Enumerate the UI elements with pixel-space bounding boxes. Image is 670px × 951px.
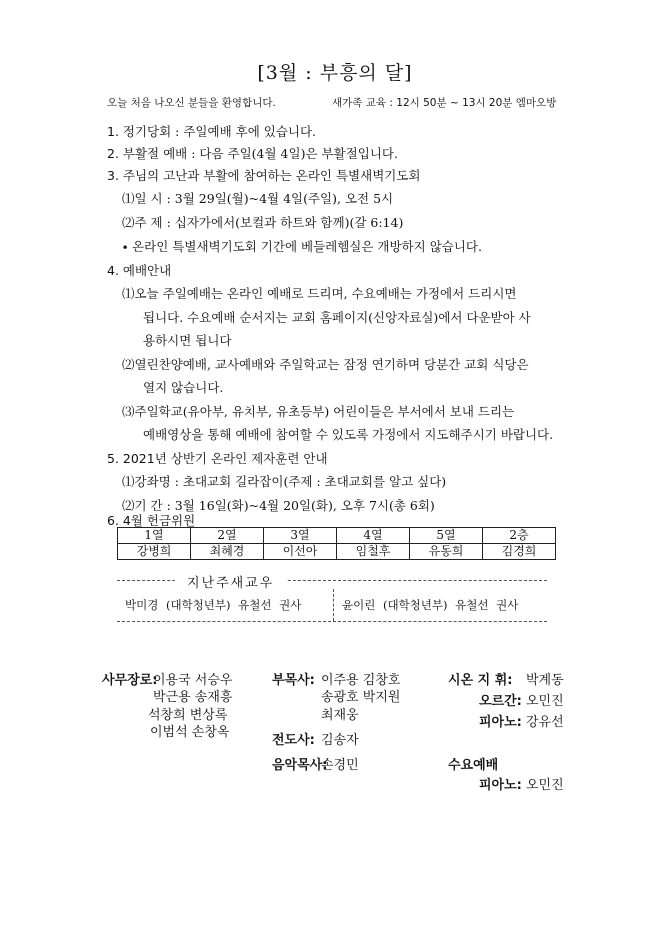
section-4-item-1-line-3: 용하시면 됩니다 bbox=[143, 333, 232, 348]
section-2-heading: 2. 부활절 예배 bbox=[107, 146, 188, 161]
conductor-label: 시온 지 휘: bbox=[448, 673, 513, 688]
new-members-box bbox=[117, 576, 547, 622]
section-5-item-2: ⑵기 간 : 3월 16일(화)~4월 20일(화), 오후 7시(총 6회) bbox=[122, 498, 435, 513]
associate-pastor-line-1: 이주용 김창호 bbox=[321, 673, 401, 688]
section-1 bbox=[107, 121, 316, 140]
section-4-item-2-line-2: 열지 않습니다. bbox=[143, 380, 224, 395]
evangelist-name: 김송자 bbox=[321, 733, 359, 748]
box-divider bbox=[333, 589, 334, 621]
section-4-item-3-line-1: ⑶주일학교(유아부, 유치부, 유초등부) 어린이들은 부서에서 보내 드리는 bbox=[122, 404, 515, 419]
organ-label: 오르간: bbox=[479, 694, 522, 709]
office-elders-line-4: 이범석 손창옥 bbox=[150, 725, 230, 740]
section-2 bbox=[107, 143, 398, 162]
table-header: 2열 bbox=[191, 528, 264, 544]
office-elders-line-1: 이용국 서승우 bbox=[153, 673, 233, 688]
wednesday-piano-name: 오민진 bbox=[526, 778, 564, 793]
table-header: 5열 bbox=[410, 528, 483, 544]
section-5-item-1: ⑴강좌명 : 초대교회 길라잡이(주제 : 초대교회를 알고 싶다) bbox=[122, 474, 447, 489]
section-4-item-3-line-2: 예배영상을 통해 예배에 참여할 수 있도록 가정에서 지도해주시기 바랍니다. bbox=[143, 427, 554, 442]
section-3-item-1: ⑴일 시 : 3월 29일(월)~4월 4일(주일), 오전 5시 bbox=[122, 191, 394, 206]
associate-pastor-label: 부목사: bbox=[272, 673, 315, 688]
wednesday-piano-label: 피아노: bbox=[479, 778, 522, 793]
associate-pastor-line-2: 송광호 박지원 bbox=[321, 690, 401, 705]
welcome-text: 오늘 처음 나오신 분들을 환영합니다. bbox=[107, 97, 276, 109]
table-row bbox=[118, 544, 556, 560]
section-4-item-1-line-2: 됩니다. 수요예배 순서지는 교회 홈페이지(신앙자료실)에서 다운받아 사 bbox=[143, 310, 531, 325]
section-4-item-2-line-1: ⑵열린찬양예배, 교사예배와 주일학교는 잠정 연기하며 당분간 교회 식당은 bbox=[122, 357, 529, 372]
section-1-heading: 1. 정기당회 bbox=[107, 124, 172, 139]
office-elders-line-3: 석창희 변상록 bbox=[148, 708, 228, 723]
section-3-heading: 3. 주님의 고난과 부활에 참여하는 온라인 특별새벽기도회 bbox=[107, 168, 421, 183]
associate-pastor-line-3: 최재웅 bbox=[321, 708, 359, 723]
organ-name: 오민진 bbox=[526, 694, 564, 709]
section-6-heading: 6. 4월 헌금위원 bbox=[107, 513, 196, 528]
section-4-item-1-line-1: ⑴오늘 주일예배는 온라인 예배로 드리며, 수요예배는 가정에서 드리시면 bbox=[122, 286, 517, 301]
table-cell: 임철후 bbox=[337, 544, 410, 560]
table-cell: 이선아 bbox=[264, 544, 337, 560]
section-2-body: : 다음 주일(4월 4일)은 부활절입니다. bbox=[187, 146, 398, 161]
table-header: 4열 bbox=[337, 528, 410, 544]
table-cell: 강병희 bbox=[118, 544, 191, 560]
office-elders-label: 사무장로: bbox=[102, 673, 158, 688]
table-cell: 유동희 bbox=[410, 544, 483, 560]
new-members-label: 지난주새교우 bbox=[175, 572, 286, 591]
section-1-body: : 주일예배 후에 있습니다. bbox=[171, 124, 317, 139]
table-cell: 김경희 bbox=[483, 544, 556, 560]
music-pastor-name: 손경민 bbox=[321, 758, 359, 773]
section-3-item-2: ⑵주 제 : 십자가에서(보컬과 하트와 함께)(갈 6:14) bbox=[122, 215, 404, 230]
table-header: 3열 bbox=[264, 528, 337, 544]
section-5-heading: 5. 2021년 상반기 온라인 제자훈련 안내 bbox=[107, 451, 328, 466]
music-pastor-label: 음악목사: bbox=[272, 758, 328, 773]
page-title: [3월 : 부흥의 달] bbox=[257, 62, 413, 84]
section-3-item-3: ∙ 온라인 특별새벽기도회 기간에 베들레헴실은 개방하지 않습니다. bbox=[122, 239, 482, 254]
piano-name: 강유선 bbox=[526, 715, 564, 730]
wednesday-service-label: 수요예배 bbox=[448, 758, 499, 773]
office-elders-line-2: 박근용 송재흥 bbox=[153, 690, 233, 705]
table-cell: 최혜경 bbox=[191, 544, 264, 560]
family-education-text: 새가족 교육 : 12시 50분 ~ 13시 20분 엠마오방 bbox=[332, 97, 557, 109]
offering-committee-table bbox=[117, 527, 556, 560]
new-members-right: 윤이린 (대학청년부) 유철선 권사 bbox=[342, 598, 519, 612]
section-4-heading: 4. 예배안내 bbox=[107, 263, 172, 278]
conductor-name: 박계동 bbox=[526, 673, 564, 688]
table-header: 1열 bbox=[118, 528, 191, 544]
evangelist-label: 전도사: bbox=[272, 733, 315, 748]
table-header: 2층 bbox=[483, 528, 556, 544]
piano-label: 피아노: bbox=[479, 715, 522, 730]
new-members-left: 박미경 (대학청년부) 유철선 권사 bbox=[125, 598, 302, 612]
table-header-row bbox=[118, 528, 556, 544]
